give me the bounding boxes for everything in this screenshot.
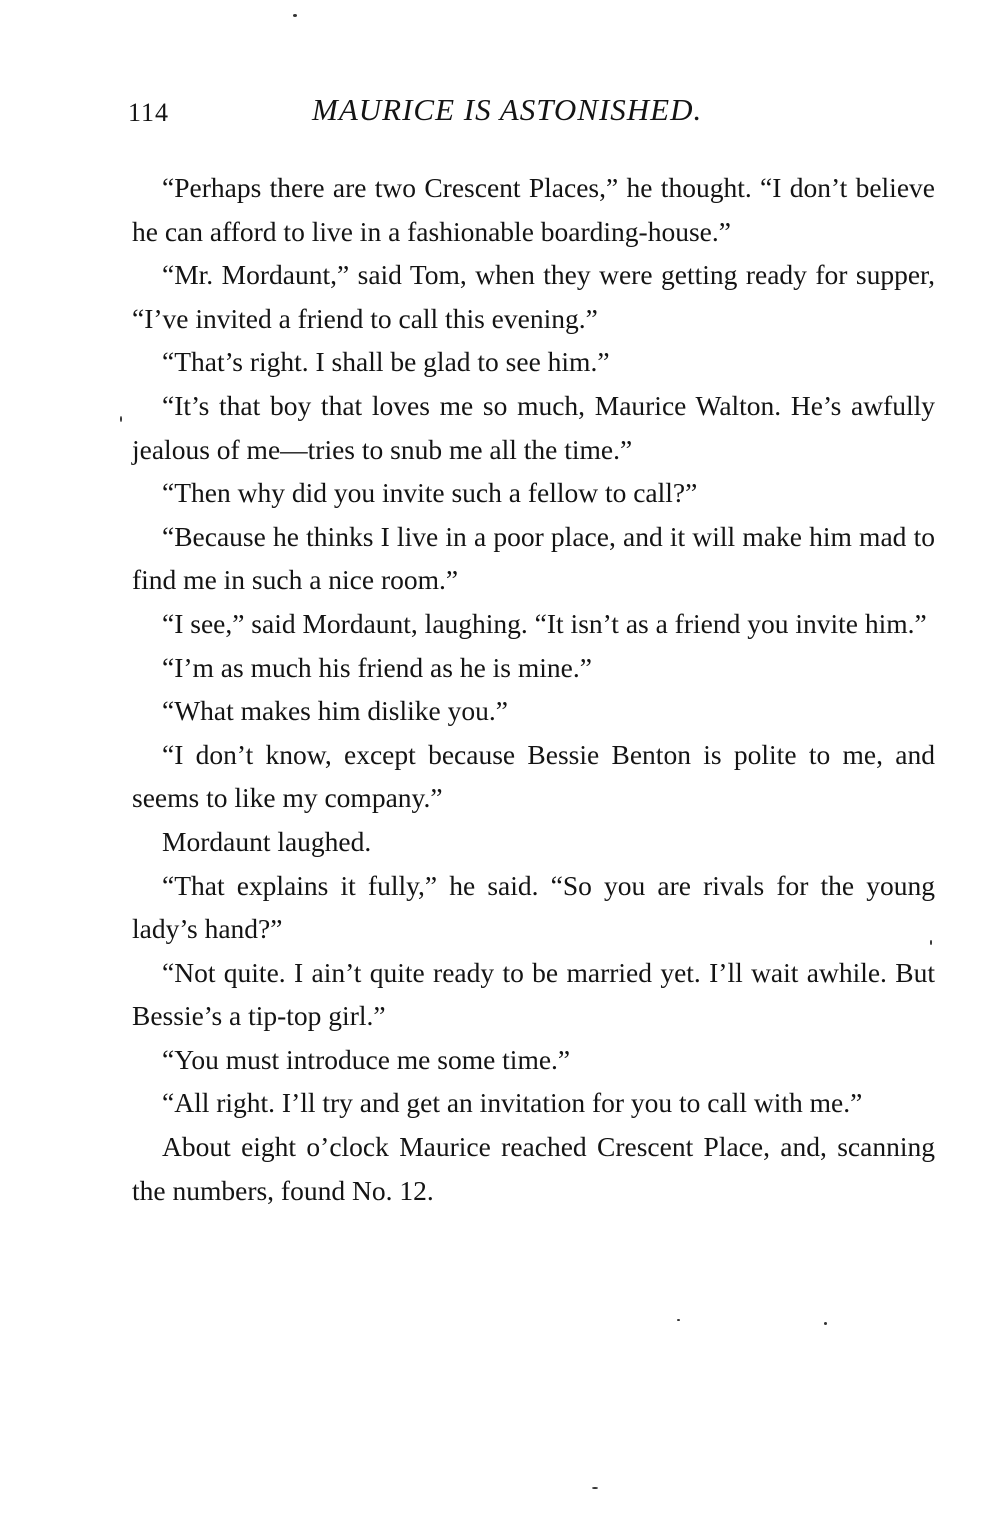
page-number: 114 [128, 98, 170, 127]
paragraph: Mordaunt laughed. [162, 825, 372, 857]
print-speck [677, 1319, 680, 1321]
print-speck [120, 416, 122, 422]
paragraph: “Because he thinks I live in a poor place, and it will make him mad to find me in such a nice room.” [132, 520, 935, 596]
body-text [132, 166, 935, 1212]
paragraph: “All right. I’ll try and get an invitation for you to call with me.” [162, 1087, 863, 1119]
paragraph: “I see,” said Mordaunt, laughing. “It isn’t as a friend you invite him.” [162, 607, 927, 639]
paragraph: “It’s that boy that loves me so much, Maurice Walton. He’s awfully jealous of me—tries to snub me all the time.” [132, 389, 935, 465]
running-title: MAURICE IS ASTONISHED. [312, 92, 703, 127]
paragraph: “Not quite. I ain’t quite ready to be married yet. I’ll wait awhile. But Bessie’s a tip-top girl.” [132, 956, 935, 1032]
paragraph: “I’m as much his friend as he is mine.” [162, 651, 592, 683]
paragraph: “That’s right. I shall be glad to see him.” [162, 346, 610, 378]
print-speck [824, 1322, 827, 1325]
paragraph: “What makes him dislike you.” [162, 695, 508, 727]
paragraph: “That explains it fully,” he said. “So you are rivals for the young lady’s hand?” [132, 869, 935, 945]
paragraph: “You must introduce me some time.” [162, 1043, 571, 1075]
paragraph: “Then why did you invite such a fellow to call?” [162, 477, 698, 509]
paragraph: “Perhaps there are two Crescent Places,” he thought. “I don’t believe he can afford to live in a fashionable boarding-house.” [132, 172, 935, 247]
paragraph: “I don’t know, except because Bessie Benton is polite to me, and seems to like my company.” [132, 738, 935, 814]
print-speck [592, 1487, 598, 1489]
paragraph: “Mr. Mordaunt,” said Tom, when they were getting ready for supper, “I’ve invited a friend to call this evening.” [132, 259, 935, 334]
paragraph: About eight o’clock Maurice reached Crescent Place, and, scanning the numbers, found No. 12. [132, 1131, 935, 1206]
print-speck [930, 940, 932, 945]
print-speck [293, 14, 297, 17]
